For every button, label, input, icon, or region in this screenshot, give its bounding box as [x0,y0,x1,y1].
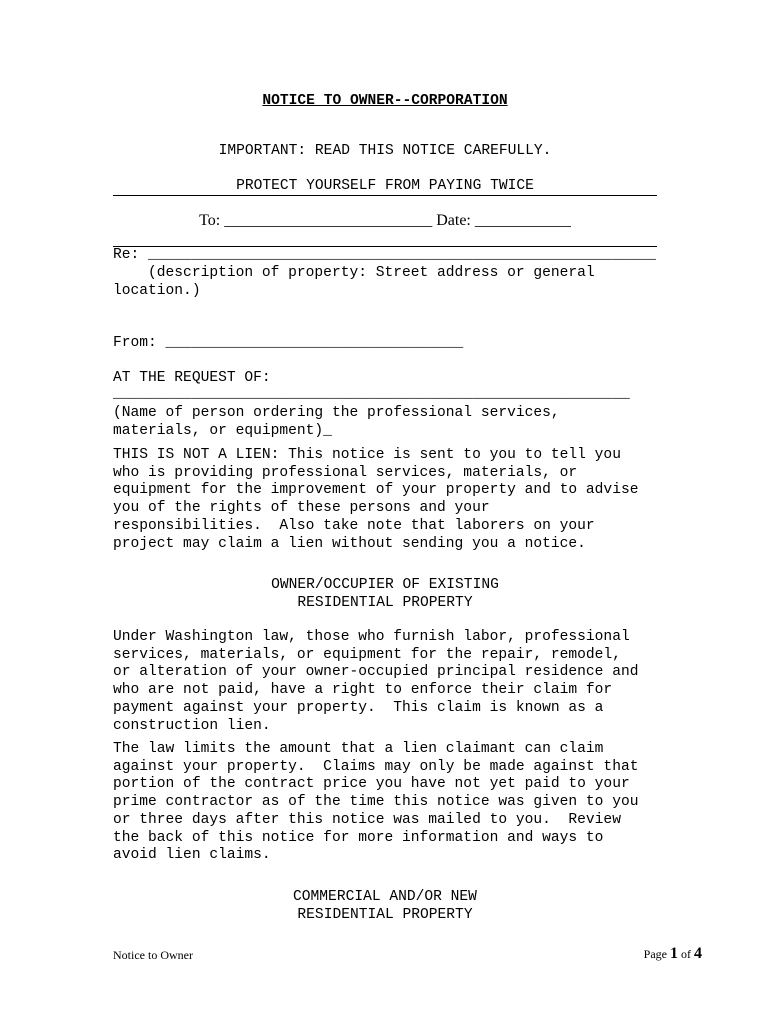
owner-occupier-heading [0,577,770,612]
at-request-label: AT THE REQUEST OF: [113,370,271,386]
footer-page-number [644,945,702,963]
protect-underline [113,195,657,196]
owner-occupier-heading-line-1: OWNER/OCCUPIER OF EXISTING [271,577,499,593]
footer-document-name: Notice to Owner [113,948,193,962]
footer-page-total: 4 [694,945,702,962]
not-a-lien-paragraph: THIS IS NOT A LIEN: This notice is sent to you to tell you who is providing professional services, materials, or equipment for the improvement of your property and to advise you of the rights of these persons and your responsibilities. Also take note that laborers on your project may claim a lien without sending you a notice. [113,447,639,552]
important-notice: IMPORTANT: READ THIS NOTICE CAREFULLY. [218,143,552,159]
commercial-heading-line-2: RESIDENTIAL PROPERTY [297,906,473,923]
footer-page-current: 1 [670,945,678,962]
owner-occupier-heading-line-2: RESIDENTIAL PROPERTY [297,594,473,611]
from-line: From: __________________________________ [113,335,464,351]
document-title: NOTICE TO OWNER--CORPORATION [262,93,508,109]
lien-limits-paragraph: The law limits the amount that a lien claimant can claim against your property. Claims may only be made against that portion of the contract price you have not yet paid to your prime contractor as of the time this notice was given to you or three days after this notice was mailed to you. Review the back of this notice for more information and ways to avoid lien claims. [113,741,639,864]
name-description-caption: (Name of person ordering the professional services, materials, or equipment)_ [113,405,560,439]
to-date-line: To: __________________________ Date: ____________ [199,212,571,229]
commercial-heading [0,889,770,924]
commercial-heading-line-1: COMMERCIAL AND/OR NEW [293,889,477,905]
protect-heading: PROTECT YOURSELF FROM PAYING TWICE [236,178,534,194]
re-line: Re: __________________________________________________________ [113,247,656,263]
property-description-caption: (description of property: Street address or general location.) [113,265,595,299]
footer-page-of: of [681,947,691,961]
at-request-line: ___________________________________________________________ [113,386,630,402]
washington-law-paragraph: Under Washington law, those who furnish labor, professional services, materials, or equipment for the repair, remodel, or alteration of your owner-occupied principal residence and who are not paid, have a right to enforce their claim for payment against your property. This claim is known as a construction lien. [113,629,639,734]
footer-page-word: Page [643,947,667,961]
